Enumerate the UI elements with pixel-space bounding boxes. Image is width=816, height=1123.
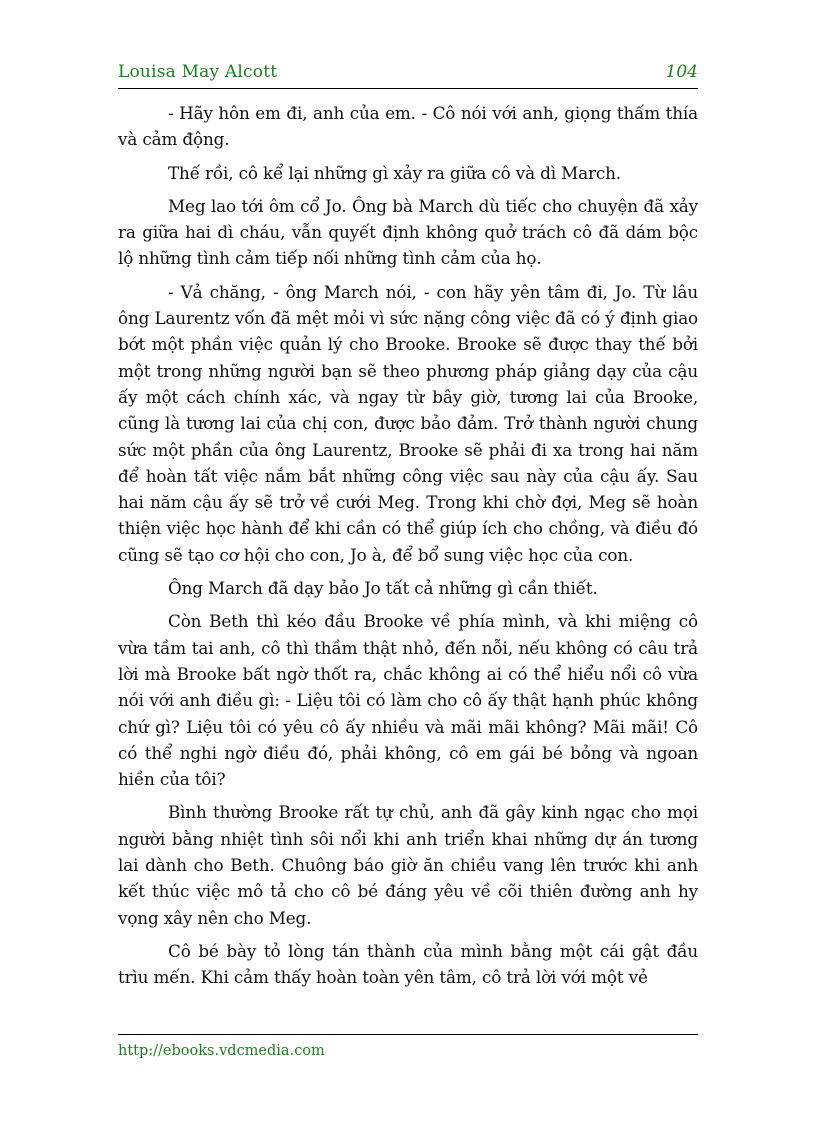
paragraph-8: Cô bé bày tỏ lòng tán thành của mình bằng một cái gật đầu trìu mến. Khi cảm thấy hoàn toàn yên tâm, cô trả lời với một vẻ: [118, 940, 698, 988]
footer-url-link[interactable]: http://ebooks.vdcmedia.com: [118, 1043, 325, 1059]
paragraph-7: Bình thường Brooke rất tự chủ, anh đã gây kinh ngạc cho mọi người bằng nhiệt tình sôi nổi khi anh triển khai những dự án tương lai dành cho Beth. Chuông báo giờ ăn chiều vang lên trước khi anh kết thúc việc mô tả cho cô bé đáng yêu về cõi thiên đường anh hy vọng xây nên cho Meg.: [118, 802, 698, 928]
paragraph-3: Meg lao tới ôm cổ Jo. Ông bà March dù tiếc cho chuyện đã xảy ra giữa hai dì cháu, vẫn quyết định không quở trách cô đã dám bộc lộ những tình cảm tiếp nối những tình cảm của họ.: [118, 195, 698, 269]
header-author: Louisa May Alcott: [118, 62, 278, 82]
paragraph-2: Thế rồi, cô kể lại những gì xảy ra giữa cô và dì March.: [168, 162, 621, 183]
paragraph-4: - Vả chăng, - ông March nói, - con hãy yên tâm đi, Jo. Từ lâu ông Laurentz vốn đã mệt mỏi vì sức nặng công việc đã có ý định giao bớt một phần việc quản lý cho Brooke. Brooke sẽ được thay thế bởi một trong những người bạn sẽ theo phương pháp giảng dạy của cậu ấy một cách chính xác, và ngay từ bây giờ, tương lai của Brooke, cũng là tương lai của chị con, được bảo đảm. Trở thành người chung sức một phần của ông Laurentz, Brooke sẽ phải đi xa trong hai năm để hoàn tất việc nắm bắt những công việc sau này của cậu ấy. Sau hai năm cậu ấy sẽ trở về cưới Meg. Trong khi chờ đợi, Meg sẽ hoàn thiện việc học hành để khi cần có thể giúp ích cho chồng, và điều đó cũng sẽ tạo cơ hội cho con, Jo à, để bổ sung việc học của con.: [118, 281, 698, 565]
page-header: [118, 62, 698, 89]
paragraph-6: Còn Beth thì kéo đầu Brooke về phía mình, và khi miệng cô vừa tầm tai anh, cô thì thầm thật nhỏ, đến nỗi, nếu không có câu trả lời mà Brooke bất ngờ thốt ra, chắc không ai có thể hiểu nổi cô vừa nói với anh điều gì: - Liệu tôi có làm cho cô ấy thật hạnh phúc không chứ gì? Liệu tôi có yêu cô ấy nhiều và mãi mãi không? Mãi mãi! Cô có thể nghi ngờ điều đó, phải không, cô em gái bé bỏng và ngoan hiền của tôi?: [118, 611, 698, 790]
page-body: [118, 100, 698, 1020]
paragraph-5: Ông March đã dạy bảo Jo tất cả những gì cần thiết.: [168, 578, 598, 599]
page-footer: [118, 1034, 698, 1060]
header-page-number: 104: [665, 62, 698, 82]
paragraph-1: - Hãy hôn em đi, anh của em. - Cô nói với anh, giọng thấm thía và cảm động.: [118, 103, 698, 150]
